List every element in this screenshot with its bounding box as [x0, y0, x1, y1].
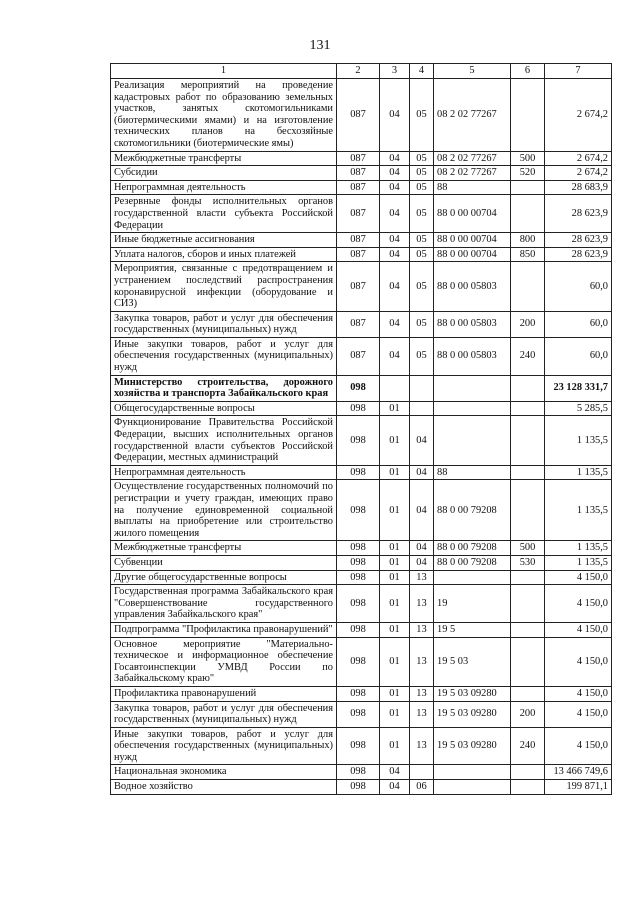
row-name-cell: Функционирование Правительства Российской Федерации, высших исполнительных органов государственной власти субъектов Российской Федерации, местных администраций	[111, 416, 337, 465]
row-code-cell: 087	[337, 195, 380, 233]
row-expense-type-cell: 500	[511, 541, 545, 556]
row-code-cell: 098	[337, 401, 380, 416]
row-expense-type-cell	[511, 570, 545, 585]
row-target-article-cell: 88 0 00 00704	[434, 247, 511, 262]
row-subsection-cell: 05	[410, 262, 434, 311]
row-section-cell: 01	[380, 465, 410, 480]
table-row	[111, 541, 612, 556]
row-name-cell: Иные бюджетные ассигнования	[111, 233, 337, 248]
row-amount-cell: 60,0	[545, 262, 612, 311]
row-expense-type-cell: 200	[511, 701, 545, 727]
row-section-cell: 04	[380, 195, 410, 233]
row-target-article-cell: 88	[434, 465, 511, 480]
row-subsection-cell	[410, 765, 434, 780]
row-subsection-cell: 05	[410, 311, 434, 337]
table-row	[111, 686, 612, 701]
row-code-cell: 087	[337, 233, 380, 248]
row-name-cell: Закупка товаров, работ и услуг для обеспечения государственных (муниципальных) нужд	[111, 311, 337, 337]
table-body	[111, 79, 612, 795]
row-name-cell: Общегосударственные вопросы	[111, 401, 337, 416]
row-target-article-cell: 19	[434, 585, 511, 623]
row-subsection-cell: 05	[410, 233, 434, 248]
row-target-article-cell	[434, 765, 511, 780]
row-section-cell: 04	[380, 247, 410, 262]
row-amount-cell: 4 150,0	[545, 637, 612, 686]
row-code-cell: 098	[337, 416, 380, 465]
header-cell: 2	[337, 64, 380, 79]
row-subsection-cell: 04	[410, 480, 434, 541]
row-section-cell: 01	[380, 570, 410, 585]
row-expense-type-cell: 800	[511, 233, 545, 248]
row-subsection-cell: 04	[410, 541, 434, 556]
row-expense-type-cell	[511, 465, 545, 480]
row-amount-cell: 4 150,0	[545, 622, 612, 637]
row-name-cell: Основное мероприятие "Материально-техническое и информационное обеспечение Госавтоинспекции УМВД России по Забайкальскому краю"	[111, 637, 337, 686]
row-target-article-cell: 19 5 03 09280	[434, 727, 511, 765]
row-section-cell: 01	[380, 541, 410, 556]
row-section-cell: 01	[380, 622, 410, 637]
row-subsection-cell	[410, 401, 434, 416]
row-target-article-cell: 88 0 00 79208	[434, 480, 511, 541]
row-expense-type-cell	[511, 416, 545, 465]
row-section-cell: 04	[380, 151, 410, 166]
row-section-cell: 01	[380, 480, 410, 541]
row-target-article-cell: 88 0 00 79208	[434, 555, 511, 570]
table-row	[111, 465, 612, 480]
row-expense-type-cell	[511, 79, 545, 152]
row-section-cell: 04	[380, 233, 410, 248]
row-code-cell: 098	[337, 686, 380, 701]
row-section-cell: 01	[380, 727, 410, 765]
row-code-cell: 098	[337, 541, 380, 556]
row-code-cell: 098	[337, 555, 380, 570]
row-subsection-cell: 06	[410, 780, 434, 795]
row-subsection-cell: 05	[410, 247, 434, 262]
row-subsection-cell: 05	[410, 79, 434, 152]
row-target-article-cell: 19 5 03	[434, 637, 511, 686]
row-expense-type-cell	[511, 480, 545, 541]
row-section-cell: 04	[380, 765, 410, 780]
row-code-cell: 098	[337, 585, 380, 623]
row-amount-cell: 28 623,9	[545, 195, 612, 233]
header-cell: 5	[434, 64, 511, 79]
row-target-article-cell: 88 0 00 05803	[434, 262, 511, 311]
table-row	[111, 622, 612, 637]
row-section-cell: 04	[380, 79, 410, 152]
row-name-cell: Субвенции	[111, 555, 337, 570]
row-code-cell: 087	[337, 337, 380, 375]
row-code-cell: 087	[337, 311, 380, 337]
row-section-cell: 04	[380, 166, 410, 181]
row-expense-type-cell	[511, 585, 545, 623]
table-row	[111, 247, 612, 262]
row-amount-cell: 5 285,5	[545, 401, 612, 416]
row-code-cell: 098	[337, 622, 380, 637]
table-row	[111, 79, 612, 152]
row-amount-cell: 1 135,5	[545, 541, 612, 556]
row-name-cell: Межбюджетные трансферты	[111, 541, 337, 556]
row-subsection-cell: 13	[410, 622, 434, 637]
row-amount-cell: 60,0	[545, 311, 612, 337]
row-amount-cell: 2 674,2	[545, 166, 612, 181]
row-code-cell: 087	[337, 151, 380, 166]
row-target-article-cell	[434, 416, 511, 465]
header-cell: 6	[511, 64, 545, 79]
row-section-cell	[380, 375, 410, 401]
row-target-article-cell: 08 2 02 77267	[434, 79, 511, 152]
budget-table	[110, 63, 612, 795]
row-name-cell: Субсидии	[111, 166, 337, 181]
table-row	[111, 555, 612, 570]
row-code-cell: 087	[337, 247, 380, 262]
row-target-article-cell	[434, 375, 511, 401]
row-target-article-cell: 08 2 02 77267	[434, 151, 511, 166]
row-section-cell: 01	[380, 701, 410, 727]
row-section-cell: 04	[380, 262, 410, 311]
row-section-cell: 01	[380, 401, 410, 416]
row-section-cell: 01	[380, 555, 410, 570]
row-amount-cell: 4 150,0	[545, 686, 612, 701]
row-name-cell: Реализация мероприятий на проведение кадастровых работ по образованию земельных участков, занятых скотомогильниками (биотермическими ямами) и на изготовление технических планов на бесхозяйные скотомогильники (биотермические ямы)	[111, 79, 337, 152]
row-subsection-cell: 04	[410, 465, 434, 480]
row-code-cell: 098	[337, 375, 380, 401]
header-cell: 4	[410, 64, 434, 79]
row-expense-type-cell	[511, 180, 545, 195]
row-subsection-cell: 13	[410, 686, 434, 701]
row-expense-type-cell: 530	[511, 555, 545, 570]
row-code-cell: 087	[337, 166, 380, 181]
table-row	[111, 262, 612, 311]
table-row	[111, 480, 612, 541]
row-code-cell: 098	[337, 780, 380, 795]
row-section-cell: 04	[380, 311, 410, 337]
row-subsection-cell: 05	[410, 151, 434, 166]
row-amount-cell: 4 150,0	[545, 585, 612, 623]
row-amount-cell: 1 135,5	[545, 555, 612, 570]
row-amount-cell: 4 150,0	[545, 570, 612, 585]
row-expense-type-cell	[511, 780, 545, 795]
row-expense-type-cell	[511, 262, 545, 311]
row-code-cell: 087	[337, 180, 380, 195]
table-header-row	[111, 64, 612, 79]
table-row	[111, 151, 612, 166]
table-row	[111, 180, 612, 195]
row-target-article-cell: 19 5 03 09280	[434, 701, 511, 727]
row-name-cell: Профилактика правонарушений	[111, 686, 337, 701]
row-code-cell: 098	[337, 637, 380, 686]
row-target-article-cell: 88 0 00 00704	[434, 195, 511, 233]
row-target-article-cell: 19 5	[434, 622, 511, 637]
row-amount-cell: 1 135,5	[545, 480, 612, 541]
row-name-cell: Подпрограмма "Профилактика правонарушений"	[111, 622, 337, 637]
row-subsection-cell	[410, 375, 434, 401]
row-name-cell: Непрограммная деятельность	[111, 180, 337, 195]
row-subsection-cell: 04	[410, 416, 434, 465]
table-row	[111, 311, 612, 337]
row-section-cell: 01	[380, 585, 410, 623]
row-name-cell: Иные закупки товаров, работ и услуг для обеспечения государственных (муниципальных) нужд	[111, 727, 337, 765]
page-number: 131	[309, 38, 331, 53]
row-amount-cell: 13 466 749,6	[545, 765, 612, 780]
table-row	[111, 233, 612, 248]
header-cell: 7	[545, 64, 612, 79]
row-code-cell: 098	[337, 701, 380, 727]
row-section-cell: 04	[380, 780, 410, 795]
row-target-article-cell	[434, 780, 511, 795]
row-amount-cell: 60,0	[545, 337, 612, 375]
row-expense-type-cell: 200	[511, 311, 545, 337]
row-amount-cell: 2 674,2	[545, 79, 612, 152]
row-amount-cell: 28 683,9	[545, 180, 612, 195]
row-name-cell: Уплата налогов, сборов и иных платежей	[111, 247, 337, 262]
row-subsection-cell: 05	[410, 180, 434, 195]
row-name-cell: Национальная экономика	[111, 765, 337, 780]
row-amount-cell: 4 150,0	[545, 701, 612, 727]
row-expense-type-cell: 240	[511, 727, 545, 765]
row-name-cell: Водное хозяйство	[111, 780, 337, 795]
row-name-cell: Другие общегосударственные вопросы	[111, 570, 337, 585]
row-expense-type-cell	[511, 375, 545, 401]
row-name-cell: Министерство строительства, дорожного хозяйства и транспорта Забайкальского края	[111, 375, 337, 401]
row-amount-cell: 28 623,9	[545, 247, 612, 262]
row-code-cell: 098	[337, 727, 380, 765]
row-amount-cell: 1 135,5	[545, 465, 612, 480]
row-section-cell: 04	[380, 337, 410, 375]
row-expense-type-cell	[511, 686, 545, 701]
table-row	[111, 401, 612, 416]
row-target-article-cell: 88	[434, 180, 511, 195]
row-expense-type-cell: 240	[511, 337, 545, 375]
row-code-cell: 098	[337, 765, 380, 780]
row-expense-type-cell	[511, 195, 545, 233]
table-row	[111, 375, 612, 401]
row-section-cell: 01	[380, 686, 410, 701]
table-row	[111, 166, 612, 181]
table-row	[111, 765, 612, 780]
row-name-cell: Государственная программа Забайкальского края "Совершенствование государственного управления Забайкальского края"	[111, 585, 337, 623]
row-target-article-cell	[434, 401, 511, 416]
row-name-cell: Межбюджетные трансферты	[111, 151, 337, 166]
table-row	[111, 570, 612, 585]
row-name-cell: Закупка товаров, работ и услуг для обеспечения государственных (муниципальных) нужд	[111, 701, 337, 727]
row-subsection-cell: 13	[410, 570, 434, 585]
row-expense-type-cell: 520	[511, 166, 545, 181]
row-expense-type-cell: 850	[511, 247, 545, 262]
row-subsection-cell: 05	[410, 166, 434, 181]
row-section-cell: 04	[380, 180, 410, 195]
row-code-cell: 098	[337, 465, 380, 480]
row-expense-type-cell: 500	[511, 151, 545, 166]
table-row	[111, 780, 612, 795]
row-target-article-cell: 88 0 00 79208	[434, 541, 511, 556]
table-row	[111, 585, 612, 623]
row-amount-cell: 28 623,9	[545, 233, 612, 248]
row-subsection-cell: 05	[410, 195, 434, 233]
row-code-cell: 087	[337, 79, 380, 152]
table-row	[111, 195, 612, 233]
row-subsection-cell: 13	[410, 585, 434, 623]
row-target-article-cell: 88 0 00 05803	[434, 311, 511, 337]
header-cell: 3	[380, 64, 410, 79]
row-name-cell: Непрограммная деятельность	[111, 465, 337, 480]
row-name-cell: Резервные фонды исполнительных органов государственной власти субъекта Российской Федерации	[111, 195, 337, 233]
row-code-cell: 098	[337, 570, 380, 585]
row-amount-cell: 1 135,5	[545, 416, 612, 465]
row-target-article-cell	[434, 570, 511, 585]
row-expense-type-cell	[511, 622, 545, 637]
row-name-cell: Иные закупки товаров, работ и услуг для обеспечения государственных (муниципальных) нужд	[111, 337, 337, 375]
row-target-article-cell: 88 0 00 00704	[434, 233, 511, 248]
row-target-article-cell: 88 0 00 05803	[434, 337, 511, 375]
table-row	[111, 637, 612, 686]
row-target-article-cell: 19 5 03 09280	[434, 686, 511, 701]
table-row	[111, 337, 612, 375]
row-subsection-cell: 13	[410, 637, 434, 686]
row-expense-type-cell	[511, 637, 545, 686]
row-name-cell: Мероприятия, связанные с предотвращением и устранением последствий распространения коронавирусной инфекции (оборудование и СИЗ)	[111, 262, 337, 311]
row-amount-cell: 199 871,1	[545, 780, 612, 795]
row-subsection-cell: 04	[410, 555, 434, 570]
table-row	[111, 727, 612, 765]
table-row	[111, 416, 612, 465]
row-code-cell: 087	[337, 262, 380, 311]
row-section-cell: 01	[380, 637, 410, 686]
header-cell: 1	[111, 64, 337, 79]
row-amount-cell: 4 150,0	[545, 727, 612, 765]
row-section-cell: 01	[380, 416, 410, 465]
row-subsection-cell: 05	[410, 337, 434, 375]
row-expense-type-cell	[511, 765, 545, 780]
row-amount-cell: 2 674,2	[545, 151, 612, 166]
row-code-cell: 098	[337, 480, 380, 541]
row-subsection-cell: 13	[410, 701, 434, 727]
row-expense-type-cell	[511, 401, 545, 416]
row-name-cell: Осуществление государственных полномочий по регистрации и учету граждан, имеющих право на получение единовременной социальной выплаты на приобретение или строительство жилого помещения	[111, 480, 337, 541]
row-subsection-cell: 13	[410, 727, 434, 765]
row-amount-cell: 23 128 331,7	[545, 375, 612, 401]
table-row	[111, 701, 612, 727]
row-target-article-cell: 08 2 02 77267	[434, 166, 511, 181]
